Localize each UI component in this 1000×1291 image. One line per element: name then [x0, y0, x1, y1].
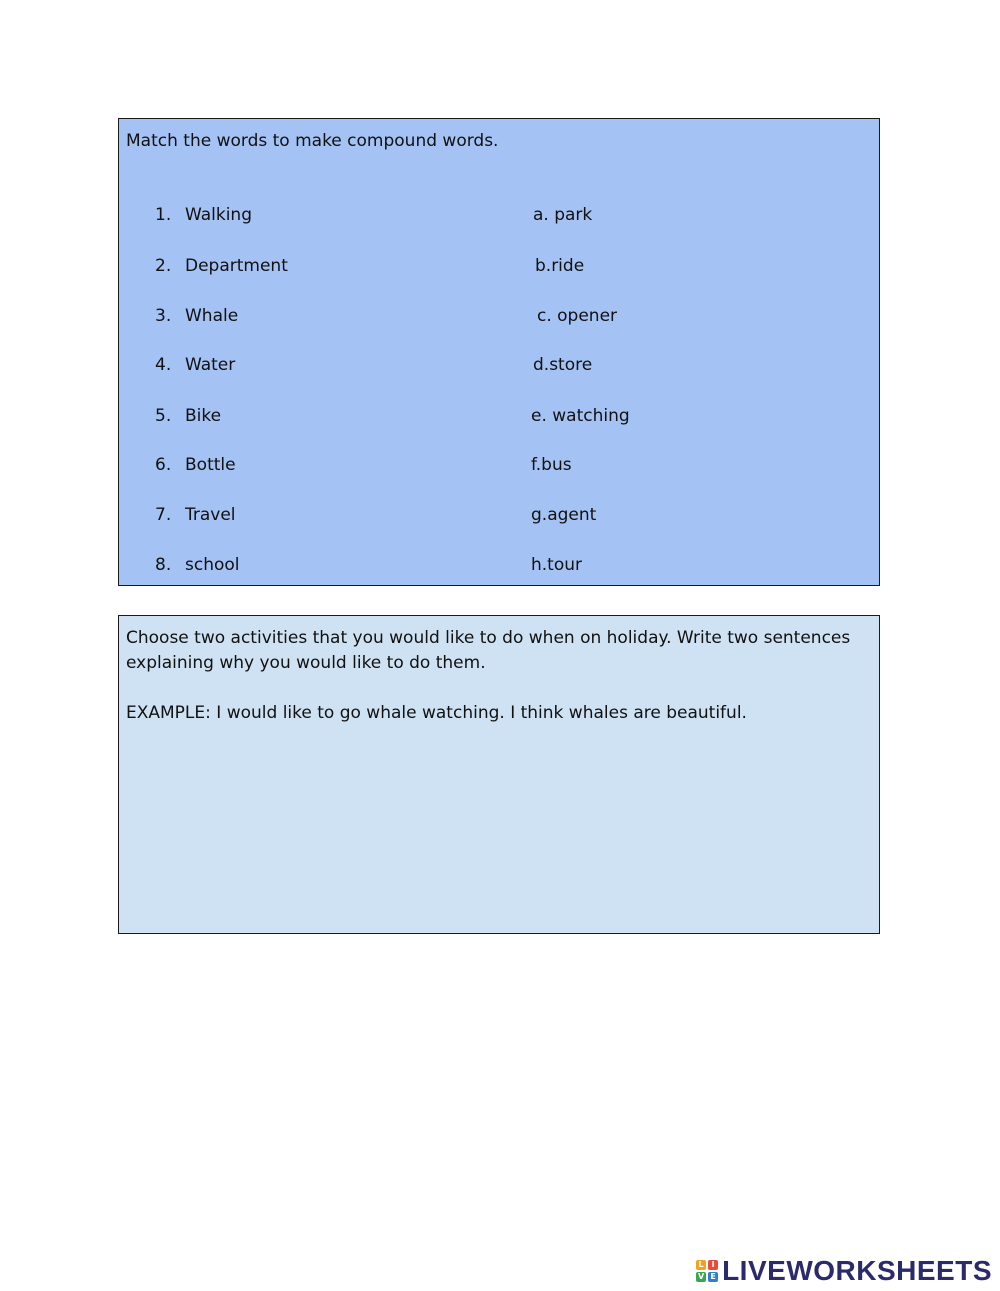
liveworksheets-brand [696, 1253, 992, 1289]
item-number: 8. [155, 555, 172, 575]
logo-square: V [697, 1272, 705, 1281]
item-word: Water [185, 355, 236, 375]
item-option: a. park [533, 205, 593, 225]
item-option: g.agent [531, 505, 597, 525]
item-word: Bike [185, 406, 222, 426]
match-row [119, 202, 879, 228]
writing-example: EXAMPLE: I would like to go whale watching. I think whales are beautiful. [126, 703, 747, 723]
item-number: 2. [155, 256, 172, 276]
match-row [119, 352, 879, 378]
item-option: c. opener [537, 306, 618, 326]
match-row [119, 253, 879, 279]
item-number: 6. [155, 455, 172, 475]
item-number: 1. [155, 205, 172, 225]
writing-exercise-box [118, 615, 880, 934]
writing-instruction: Choose two activities that you would like to do when on holiday. Write two sentences explaining why you would like to do them. [126, 628, 851, 673]
match-row [119, 552, 879, 578]
item-number: 5. [155, 406, 172, 426]
item-option: d.store [533, 355, 593, 375]
match-row [119, 502, 879, 528]
item-number: 3. [155, 306, 172, 326]
match-row [119, 403, 879, 429]
brand-name: LIVEWORKSHEETS [722, 1255, 992, 1286]
match-row [119, 452, 879, 478]
item-option: f.bus [531, 455, 572, 475]
item-word: Bottle [185, 455, 236, 475]
item-word: Travel [185, 505, 236, 525]
item-option: b.ride [535, 256, 585, 276]
logo-square: E [708, 1272, 718, 1282]
match-instruction: Match the words to make compound words. [126, 131, 499, 151]
item-word: Department [185, 256, 288, 276]
item-number: 7. [155, 505, 172, 525]
match-row [119, 303, 879, 329]
logo-square: L [696, 1260, 706, 1270]
liveworksheets-logo-icon [696, 1260, 718, 1282]
match-exercise-box [118, 118, 880, 586]
item-word: Walking [185, 205, 252, 225]
item-option: e. watching [531, 406, 630, 426]
item-word: school [185, 555, 240, 575]
item-number: 4. [155, 355, 172, 375]
item-word: Whale [185, 306, 239, 326]
logo-square: I [708, 1260, 718, 1270]
item-option: h.tour [531, 555, 583, 575]
